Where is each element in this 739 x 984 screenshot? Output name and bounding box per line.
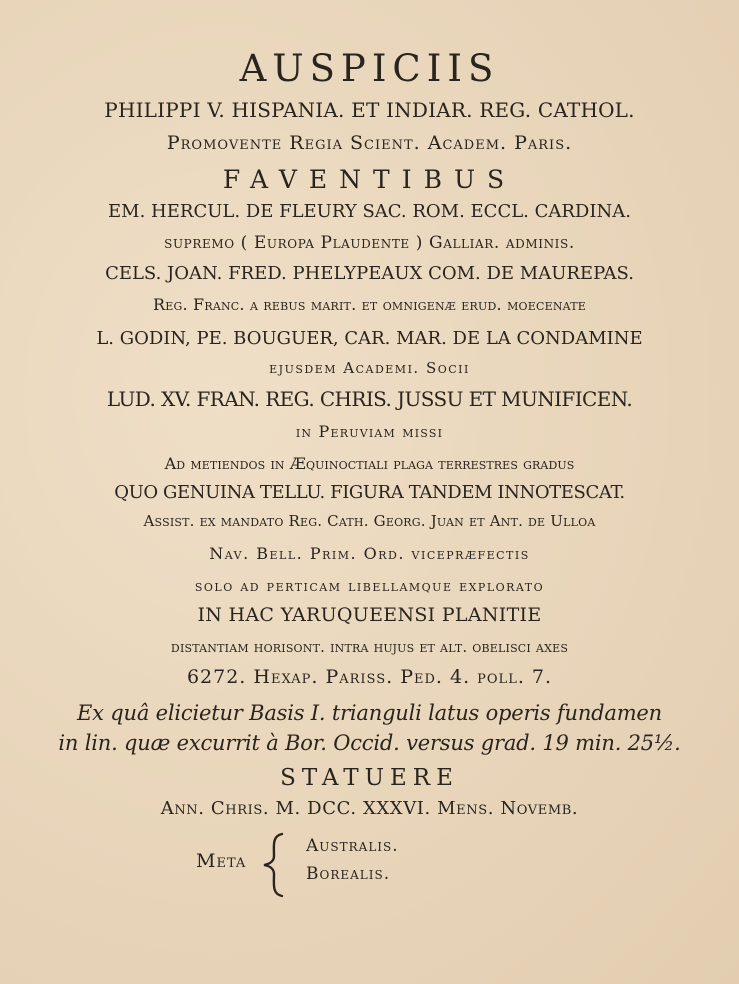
meta-option-australis: Australis.: [306, 836, 399, 856]
line-ejusdem: ejusdem Academi. Socii: [269, 359, 470, 377]
line-in-lin: in lin. quæ excurrit à Bor. Occid. versus grad. 19 min. 25½.: [58, 731, 681, 755]
meta-group: [196, 830, 456, 900]
curly-brace-icon: [258, 830, 292, 900]
line-maurepas: CELS. JOAN. FRED. PHELYPEAUX COM. DE MAUREPAS.: [105, 263, 634, 284]
line-lud-xv: LUD. XV. FRAN. REG. CHRIS. JUSSU ET MUNIFICEN.: [106, 387, 633, 411]
line-yaruqueensi: IN HAC YARUQUEENSI PLANITIE: [197, 604, 542, 626]
line-solo-ad: solo ad perticam libellamque explorato: [194, 576, 545, 595]
title-auspiciis: AUSPICIIS: [239, 47, 500, 90]
line-hercul-fleury: EM. HERCUL. DE FLEURY SAC. ROM. ECCL. CARDINA.: [108, 201, 631, 222]
line-in-peruviam: in Peruviam missi: [295, 422, 444, 441]
line-ex-qua: Ex quâ elicietur Basis I. trianguli latus operis fundamen: [77, 701, 662, 725]
line-assist: Assist. ex mandato Reg. Cath. Georg. Juan et Ant. de Ulloa: [143, 512, 596, 530]
line-promovente: Promovente Regia Scient. Academ. Paris.: [166, 132, 573, 154]
line-philippi: PHILIPPI V. HISPANIA. ET INDIAR. REG. CATHOL.: [104, 98, 635, 122]
line-godin-bouguer: L. GODIN, PE. BOUGUER, CAR. MAR. DE LA CONDAMINE: [96, 328, 643, 349]
line-quo-genuina: QUO GENUINA TELLU. FIGURA TANDEM INNOTESCAT.: [114, 482, 625, 503]
line-reg-franc: Reg. Franc. a rebus marit. et omnigenæ erud. moecenate: [153, 295, 586, 314]
heading-faventibus: FAVENTIBUS: [222, 165, 517, 194]
line-ann-chris: Ann. Chris. M. DCC. XXXVI. Mens. Novemb.: [160, 798, 579, 819]
line-hexap: 6272. Hexap. Pariss. Ped. 4. poll. 7.: [186, 666, 553, 688]
line-distantiam: distantiam horisont. intra hujus et alt. obelisci axes: [170, 638, 569, 656]
meta-option-borealis: Borealis.: [306, 864, 391, 884]
heading-statuere: STATUERE: [280, 765, 459, 791]
line-ad-metiendos: Ad metiendos in Æquinoctiali plaga terrestres gradus: [164, 454, 575, 473]
line-supremo: supremo ( Europa Plaudente ) Galliar. adminis.: [164, 233, 575, 253]
meta-label: Meta: [196, 850, 247, 872]
line-nav-bell: Nav. Bell. Prim. Ord. vicepræfectis: [209, 544, 530, 563]
